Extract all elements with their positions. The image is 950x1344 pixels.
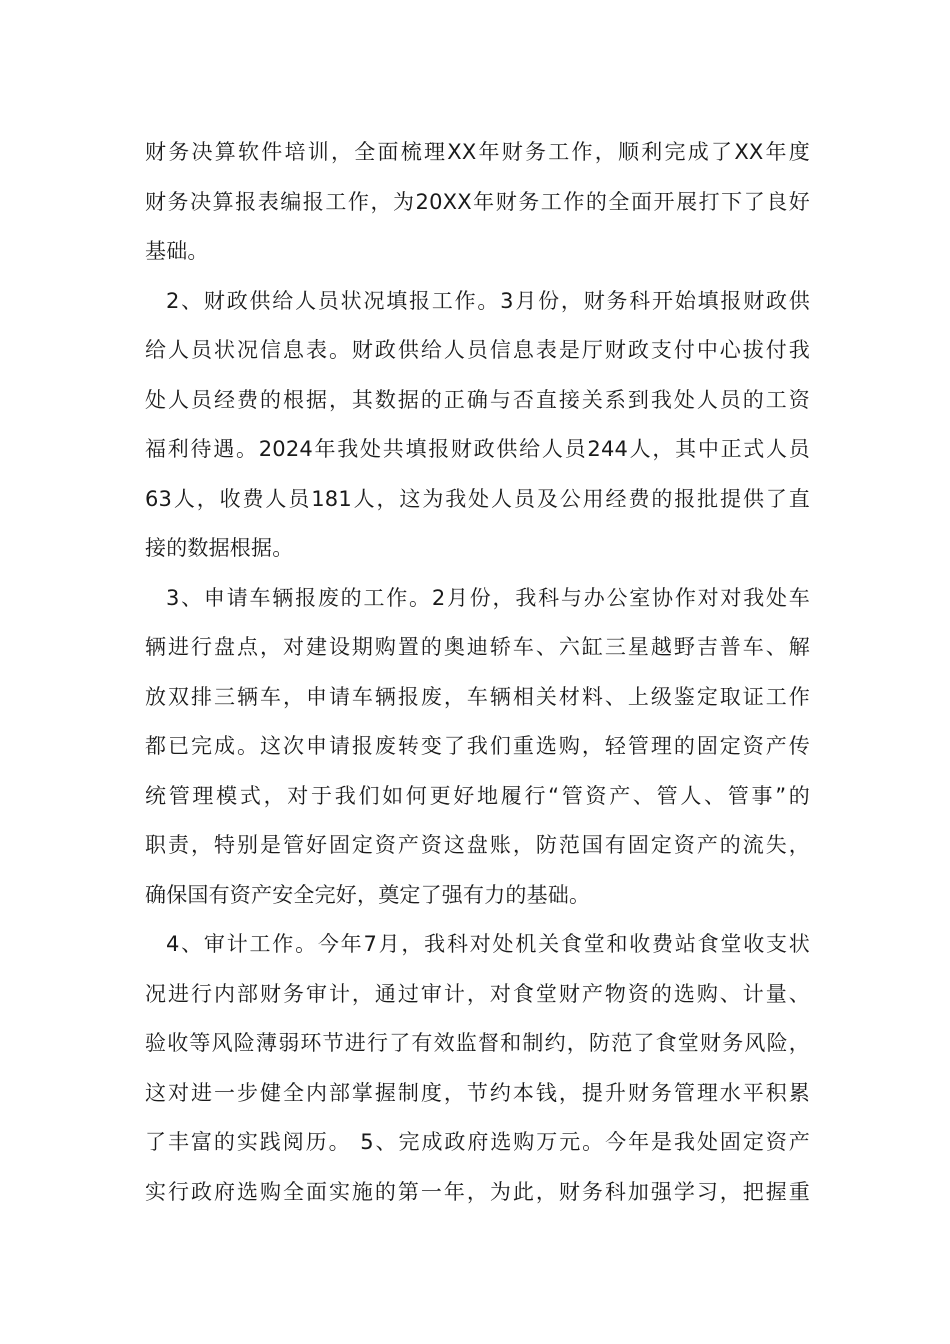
text-line: 辆进行盘点，对建设期购置的奥迪轿车、六缸三星越野吉普车、解 xyxy=(145,635,810,659)
text-line: 实行政府选购全面实施的第一年，为此，财务科加强学习，把握重 xyxy=(145,1179,810,1204)
text-line: 接的数据根据。 xyxy=(145,536,294,560)
text-line: 63人，收费人员181人，这为我处人员及公用经费的报批提供了直 xyxy=(145,486,810,511)
paragraph-start-line: 4、审计工作。今年7月，我科对处机关食堂和收费站食堂收支状 xyxy=(166,932,810,956)
text-line: 况进行内部财务审计，通过审计，对食堂财产物资的选购、计量、 xyxy=(145,981,810,1006)
text-line: 福利待遇。2024年我处共填报财政供给人员244人，其中正式人员 xyxy=(145,437,810,461)
text-line: 了丰富的实践阅历。 5、完成政府选购万元。今年是我处固定资产 xyxy=(145,1130,810,1154)
paragraph-start-line: 3、申请车辆报废的工作。2月份，我科与办公室协作对对我处车 xyxy=(166,585,810,610)
text-line: 职责，特别是管好固定资产资这盘账，防范国有固定资产的流失， xyxy=(145,833,810,857)
text-line: 财务决算软件培训，全面梳理XX年财务工作，顺利完成了XX年度 xyxy=(145,140,810,164)
text-line: 确保国有资产安全完好，奠定了强有力的基础。 xyxy=(145,882,591,907)
text-line: 处人员经费的根据，其数据的正确与否直接关系到我处人员的工资 xyxy=(145,387,810,412)
text-line: 基础。 xyxy=(145,239,209,263)
text-line: 都已完成。这次申请报废转变了我们重选购，轻管理的固定资产传 xyxy=(145,734,810,758)
body-text xyxy=(145,128,810,1217)
text-line: 这对进一步健全内部掌握制度，节约本钱，提升财务管理水平积累 xyxy=(145,1080,810,1105)
text-line: 统管理模式，对于我们如何更好地履行“管资产、管人、管事”的 xyxy=(145,783,810,808)
paragraph-start-line: 2、财政供给人员状况填报工作。3月份，财务科开始填报财政供 xyxy=(166,288,810,313)
text-line: 财务决算报表编报工作，为20XX年财务工作的全面开展打下了良好 xyxy=(145,189,810,214)
text-line: 验收等风险薄弱环节进行了有效监督和制约，防范了食堂财务风险， xyxy=(145,1031,810,1055)
text-line: 给人员状况信息表。财政供给人员信息表是厅财政支付中心拔付我 xyxy=(145,338,810,362)
text-line: 放双排三辆车，申请车辆报废，车辆相关材料、上级鉴定取证工作 xyxy=(145,684,810,709)
